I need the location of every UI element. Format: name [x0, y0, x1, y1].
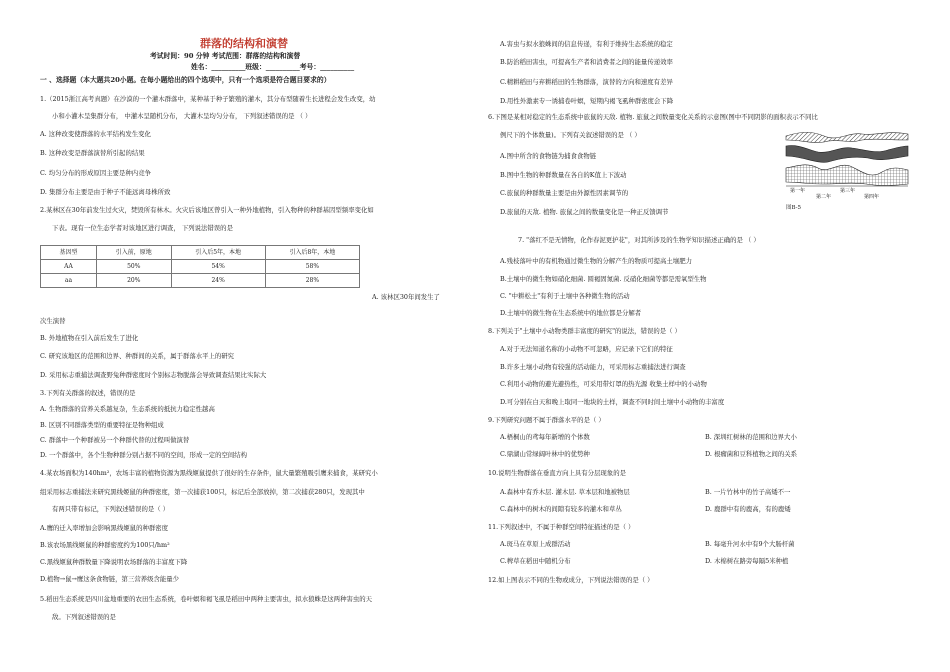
table-header-cell: 引入前，原地: [97, 246, 172, 260]
table-cell: 28%: [265, 274, 359, 288]
text-line: D. 采用标志重捕法调查野兔种群密度时个别标志物脱落会导致调查结果比实际大: [40, 371, 267, 379]
text-line: 7. "落红不是无情物，化作春泥更护花"，对其所涉及的生物学知识描述正确的是 （ ）: [518, 236, 760, 244]
text-line: 下表。现有一位生态学者对该地区进行调查， 下列说法错误的是: [52, 224, 233, 232]
text-line: B.土壤中的微生物如硝化细菌. 圆褐固氮菌. 反硝化细菌等都是需氧型生物: [500, 275, 707, 283]
table-cell: 24%: [171, 274, 265, 288]
text-line: C.稗草在稻田中随机分布: [500, 557, 571, 565]
q9-option-b: B. 深圳红树林的范围和边界大小: [705, 433, 797, 441]
table-cell: AA: [41, 260, 97, 274]
table-row: [41, 274, 360, 288]
genotype-table: [40, 245, 360, 288]
text-line: D. 集群分布主要是由于种子不能远离母株所致: [40, 188, 171, 196]
text-line: C.旅鼠的种群数量主要是由外源性因素调节的: [500, 189, 629, 197]
text-line: 12.如上图表示不同的生物或成分，下列说法错误的是（ ）: [488, 576, 654, 584]
table-row: [41, 260, 360, 274]
text-line: D.可分别在白天和晚上取同一地块的土样，调查不同时间土壤中小动物的丰富度: [500, 398, 725, 406]
text-line: C.鼎湖山常绿阔叶林中的优势种: [500, 450, 590, 458]
student-info-line: 姓名：__________班级：__________考号：__________: [191, 63, 355, 71]
text-line: 例尺下的个体数量)。下列有关叙述错误的是 （ ）: [500, 131, 641, 139]
text-line: 小和小灌木呈集群分布， 中灌木呈随机分布， 大灌木呈均匀分布， 下列叙述错误的是 （ ）: [52, 112, 312, 120]
text-line: D.用性外激素专一诱捕卷叶螟，短期内褐飞虱种群密度会下降: [500, 97, 674, 105]
axis-label-year-2: 第二年: [816, 194, 832, 200]
text-line: 敌。下列叙述错误的是: [52, 613, 116, 621]
q9-option-d: D. 根瘤菌和豆科植物之间的关系: [705, 450, 798, 458]
text-line: 3.下列有关群落的叙述，错误的是: [40, 389, 136, 397]
table-note: A. 该林区30年间发生了: [372, 293, 440, 301]
text-line: 6.下图是某相对稳定的生态系统中旅鼠的天敌. 植物. 旅鼠之间数量变化关系的示意图(图中不同阴影的面积表示不同比: [488, 113, 818, 121]
plant-band: [786, 165, 908, 186]
text-line: 1.（2015浙江高考真题）在沙漠的一个灌木群落中，某种基于种子繁殖的灌木，其分布型随着生长进程会发生改变，幼: [40, 95, 376, 103]
text-line: 组采用标志重捕法来研究黑线姬鼠的种群密度，第一次捕获100只，标记后全部放掉，第二次捕获280只，发现其中: [40, 488, 365, 496]
text-line: 11.下列叙述中，不属于种群空间特征描述的是（ ）: [488, 523, 635, 531]
table-cell: aa: [41, 274, 97, 288]
text-line: B. 这种改变是群落演替所引起的结果: [40, 149, 145, 157]
page-title: 群落的结构和演替: [200, 37, 288, 50]
text-line: A.图中所含的食物链为捕食食物链: [500, 152, 597, 160]
text-line: B.该农场黑线姬鼠的种群密度约为100只/hm²: [40, 541, 170, 549]
table-header-cell: 引入后5年，本地: [171, 246, 265, 260]
axis-label-year-1: 第一年: [790, 188, 806, 194]
exam-meta-line-1: 考试时间：90 分钟 考试范围：群落的结构和演替: [150, 52, 301, 60]
table-cell: 20%: [97, 274, 172, 288]
text-line: C.森林中的树木的间隙有较多的灌木和草丛: [500, 505, 622, 513]
text-line: D. 一个群落中，各个生物种群分别占据不同的空间，形成一定的空间结构: [40, 451, 248, 459]
text-line: A.害虫与拟水狼蛛间的信息传递，有利于维持生态系统的稳定: [500, 40, 673, 48]
text-line: A.斑马在草原上成群活动: [500, 540, 571, 548]
text-line: C.精耕稻田与弃耕稻田的生物群落，演替的方向和速度有差异: [500, 78, 673, 86]
text-line: D.土壤中的微生物在生态系统中的地位都是分解者: [500, 309, 642, 317]
text-line: A. 生物群落的营养关系越复杂，生态系统的抵抗力稳定性越高: [40, 405, 215, 413]
text-line: D.旅鼠的天敌. 植物. 旅鼠之间的数量变化是一种正反馈调节: [500, 208, 669, 216]
table-cell: 50%: [97, 260, 172, 274]
text-line: 次生演替: [40, 317, 66, 325]
text-line: 9.下列研究问题不属于群落水平的是（ ）: [488, 416, 605, 424]
text-line: B.许多土壤小动物有较强的活动能力，可采用标志重捕法进行调查: [500, 363, 686, 371]
text-line: B.图中生物的种群数量在各自的K值上下波动: [500, 171, 627, 179]
text-line: C. "中耕松土"有利于土壤中各种微生物的活动: [500, 292, 630, 300]
text-line: 10.说明生物群落在垂直方向上具有分层现象的是: [488, 469, 626, 477]
table-cell: 54%: [171, 260, 265, 274]
text-line: B. 外地植物在引入前后发生了进化: [40, 334, 139, 342]
text-line: C.利用小动物的避光避热性，可采用带灯罩的热光源 收集土样中的小动物: [500, 380, 707, 388]
table-header-cell: 引入后8年，本地: [265, 246, 359, 260]
q11-option-d: D. 木棉树在路旁每隔5米种植: [705, 557, 789, 565]
text-line: B. 区别不同群落类型的重要特征是物种组成: [40, 421, 164, 429]
text-line: C. 群落中一个种群被另一个种群代替的过程叫做演替: [40, 436, 190, 444]
text-line: A. 这种改变使群落的水平结构发生变化: [40, 130, 151, 138]
q11-option-b: B. 每毫升河水中有9个大肠杆菌: [705, 540, 795, 548]
text-line: 5.稻田生态系统是四川盆地重要的农田生态系统，卷叶螟和褐飞虱是稻田中两种主要害虫，拟水狼蛛是这两种害虫的天: [40, 595, 373, 603]
text-line: A.鹰的迁入率增加会影响黑线姬鼠的种群密度: [40, 524, 169, 532]
table-cell: 58%: [265, 260, 359, 274]
text-line: B.防治稻田害虫，可提高生产者和消费者之间的能量传递效率: [500, 58, 673, 66]
text-line: A.残枝落叶中的有机物通过微生物的分解产生的物质可提高土壤肥力: [500, 257, 692, 265]
text-line: A.森林中有乔木层. 灌木层. 草本层和地被物层: [500, 488, 630, 496]
axis-label-year-4: 第四年: [864, 194, 880, 200]
axis-label-year-3: 第三年: [840, 188, 856, 194]
text-line: C. 研究该地区的范围和边界、种群间的关系，属于群落水平上的研究: [40, 352, 235, 360]
text-line: 有两只带有标记，下列叙述错误的是（ ）: [52, 505, 170, 513]
table-header-row: [41, 246, 360, 260]
lemming-band: [786, 146, 908, 163]
table-header-cell: 基因型: [41, 246, 97, 260]
figure-caption: 图B-5: [786, 205, 802, 211]
q10-option-b: B. 一片竹林中的竹子高矮不一: [705, 488, 791, 496]
text-line: A.对于无法知道名称的小动物不可忽略，应记录下它们的特征: [500, 345, 673, 353]
predator-band: [786, 132, 908, 142]
text-line: A.梧桐山的鸢每年新增的个体数: [500, 433, 590, 441]
q10-option-d: D. 鹿群中有的鹿高，有的鹿矮: [705, 505, 791, 513]
text-line: 2.某林区在30年前发生过火灾，焚毁所有林木。火灾后该地区曾引入一种外地植物，引入物种的种群基因型频率变化如: [40, 206, 374, 214]
population-figure: [782, 128, 912, 200]
section-heading: 一 、选择题（本大题共20小题。在每小题给出的四个选项中，只有一个选项是符合题目要求的）: [40, 76, 331, 84]
text-line: 4.某农场面积为140hm²，农场丰富的植物资源为黑线姬鼠提供了很好的生存条件，鼠大量繁殖吸引鹰来捕食，某研究小: [40, 469, 378, 477]
text-line: C.黑线姬鼠种群数量下降说明农场群落的丰富度下降: [40, 558, 188, 566]
text-line: 8.下列关于"土壤中小动物类群丰富度的研究"的说法，错误的是（ ）: [488, 327, 681, 335]
text-line: D.植物→鼠→鹰这条食物链，第三营养级含能量少: [40, 575, 180, 583]
text-line: C. 均匀分布的形成原因主要是种内竞争: [40, 169, 151, 177]
